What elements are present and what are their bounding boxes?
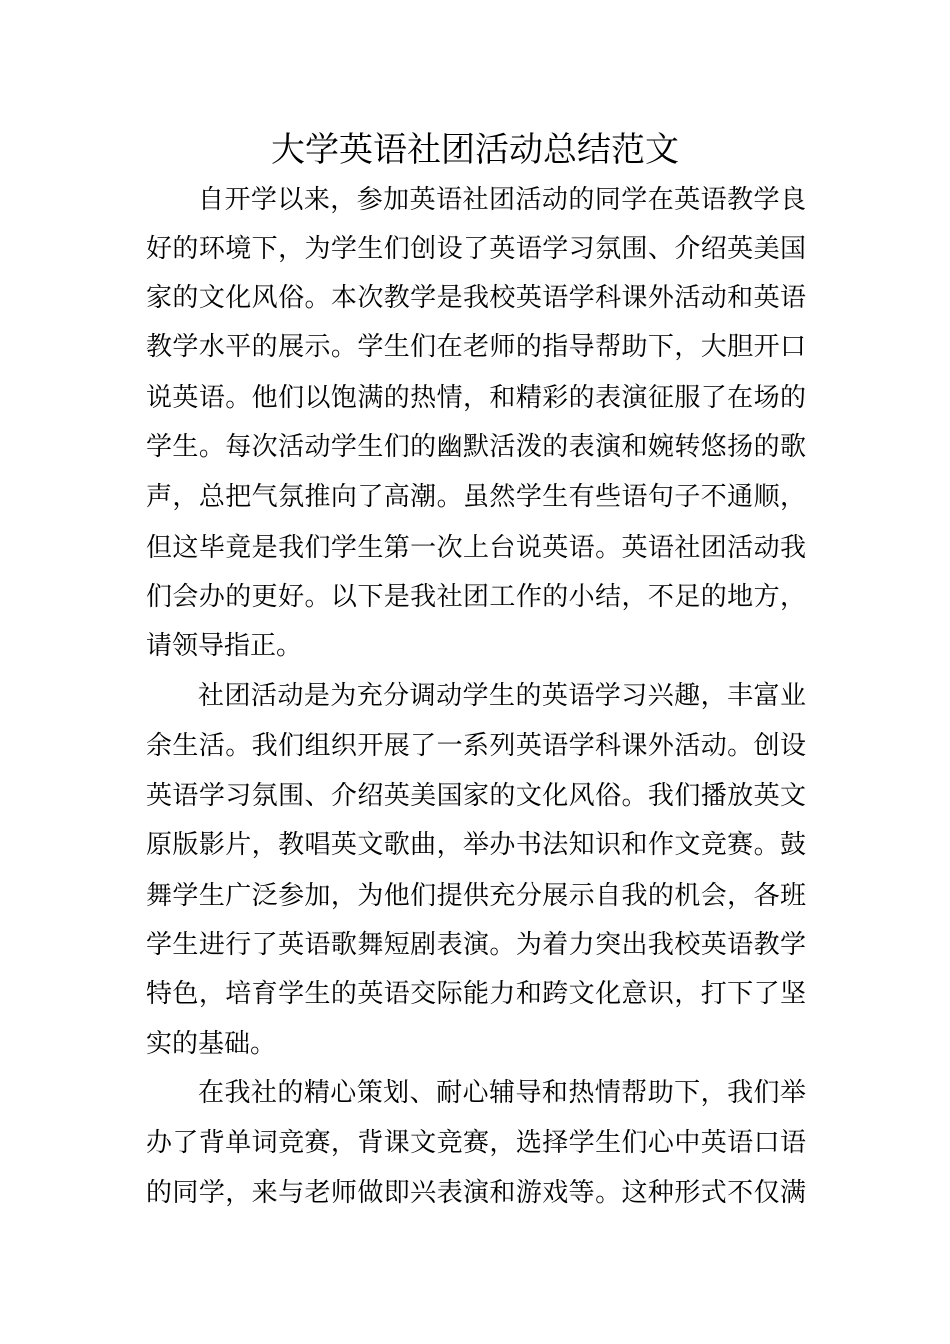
paragraph-1-line-8: 但这毕竟是我们学生第一次上台说英语。英语社团活动我 (146, 533, 806, 563)
paragraph-2-line-5: 舞学生广泛参加，为他们提供充分展示自我的机会，各班 (146, 881, 806, 911)
paragraph-2-line-2: 余生活。我们组织开展了一系列英语学科课外活动。创设 (146, 731, 806, 761)
paragraph-1-line-6: 学生。每次活动学生们的幽默活泼的表演和婉转悠扬的歌 (146, 432, 806, 462)
paragraph-2-line-7: 特色，培育学生的英语交际能力和跨文化意识，打下了坚 (146, 979, 806, 1009)
document-title: 大学英语社团活动总结范文 (271, 130, 679, 170)
paragraph-1-line-7: 声，总把气氛推向了高潮。虽然学生有些语句子不通顺， (146, 482, 806, 512)
paragraph-1-line-2: 好的环境下，为学生们创设了英语学习氛围、介绍英美国 (146, 234, 806, 264)
paragraph-3-line-1: 在我社的精心策划、耐心辅导和热情帮助下，我们举 (198, 1078, 806, 1108)
paragraph-1-line-1: 自开学以来，参加英语社团活动的同学在英语教学良 (198, 185, 806, 215)
paragraph-2-line-3: 英语学习氛围、介绍英美国家的文化风俗。我们播放英文 (146, 781, 806, 811)
paragraph-1-line-10: 请领导指正。 (146, 631, 303, 661)
paragraph-2-line-4: 原版影片，教唱英文歌曲，举办书法知识和作文竞赛。鼓 (146, 830, 806, 860)
paragraph-1-line-5: 说英语。他们以饱满的热情，和精彩的表演征服了在场的 (146, 383, 806, 413)
paragraph-2-line-6: 学生进行了英语歌舞短剧表演。为着力突出我校英语教学 (146, 930, 806, 960)
paragraph-3-line-3: 的同学，来与老师做即兴表演和游戏等。这种形式不仅满 (146, 1178, 806, 1208)
paragraph-2-line-1: 社团活动是为充分调动学生的英语学习兴趣，丰富业 (198, 681, 806, 711)
paragraph-1-line-4: 教学水平的展示。学生们在老师的指导帮助下，大胆开口 (146, 332, 806, 362)
paragraph-2-line-8: 实的基础。 (146, 1029, 277, 1059)
paragraph-1-line-3: 家的文化风俗。本次教学是我校英语学科课外活动和英语 (146, 283, 806, 313)
paragraph-1-line-9: 们会办的更好。以下是我社团工作的小结，不足的地方， (146, 582, 806, 612)
paragraph-3-line-2: 办了背单词竞赛，背课文竞赛，选择学生们心中英语口语 (146, 1128, 806, 1158)
